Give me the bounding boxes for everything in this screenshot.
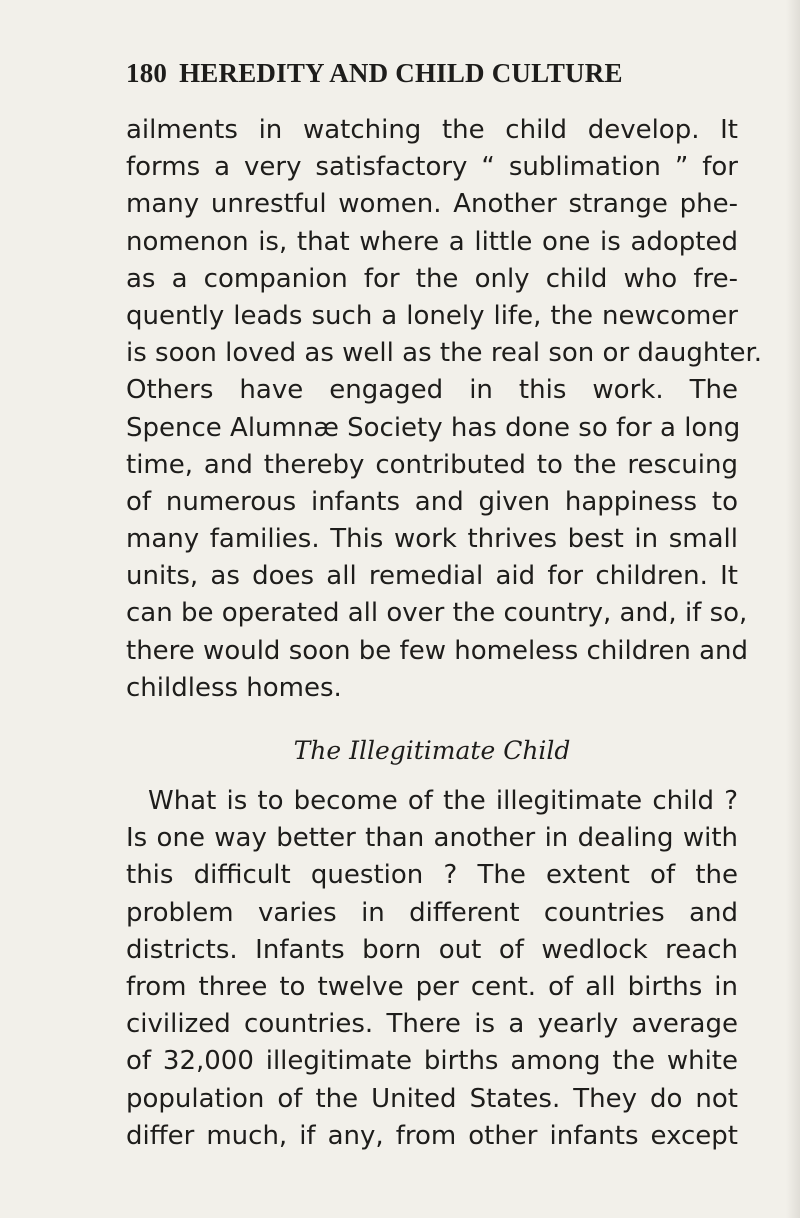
text-line: childless homes. [126,672,342,703]
text-line: quently leads such a lonely life, the newcomer [126,300,738,331]
text-line: Others have engaged in this work. The [126,375,738,406]
text-line: there would soon be few homeless children and [126,635,749,666]
text-line: Spence Alumnæ Society has done so for a long [126,412,741,443]
section-heading: The Illegitimate Child [293,736,571,765]
text-line: many families. This work thrives best in small [126,524,738,555]
text-line: forms a very satisfactory “ sublimation ” for [126,152,738,183]
text-line: can be operated all over the country, and, if so, [126,598,748,629]
text-line: time, and thereby contributed to the rescuing [126,449,738,480]
text-line: ailments in watching the child develop. It [126,115,738,145]
text-line: is soon loved as well as the real son or daughter. [126,338,763,369]
running-header [126,58,686,89]
text-line: districts. Infants born out of wedlock reach [126,934,738,965]
text-line: problem varies in different countries and [126,897,738,928]
text-line: nomenon is, that where a little one is adopted [126,226,738,257]
text-line: What is to become of the illegitimate child ? [148,786,738,816]
text-line: many unrestful women. Another strange phe- [126,189,738,220]
running-title: HEREDITY AND CHILD CULTURE [179,58,623,88]
text-line: differ much, if any, from other infants except [126,1120,738,1151]
text-line: from three to twelve per cent. of all births in [126,971,738,1002]
page-number: 180 [126,58,168,88]
text-line: Is one way better than another in dealing with [126,823,738,854]
text-line: this difficult question ? The extent of the [126,860,738,891]
page-body [126,112,763,1155]
text-line: units, as does all remedial aid for children. It [126,561,738,592]
text-line: civilized countries. There is a yearly average [126,1009,738,1040]
text-line: of numerous infants and given happiness to [126,486,738,517]
text-line: as a companion for the only child who fre- [126,263,738,294]
text-line: population of the United States. They do not [126,1083,738,1114]
page-edge-shadow [786,0,800,1218]
text-line: of 32,000 illegitimate births among the white [126,1046,738,1077]
